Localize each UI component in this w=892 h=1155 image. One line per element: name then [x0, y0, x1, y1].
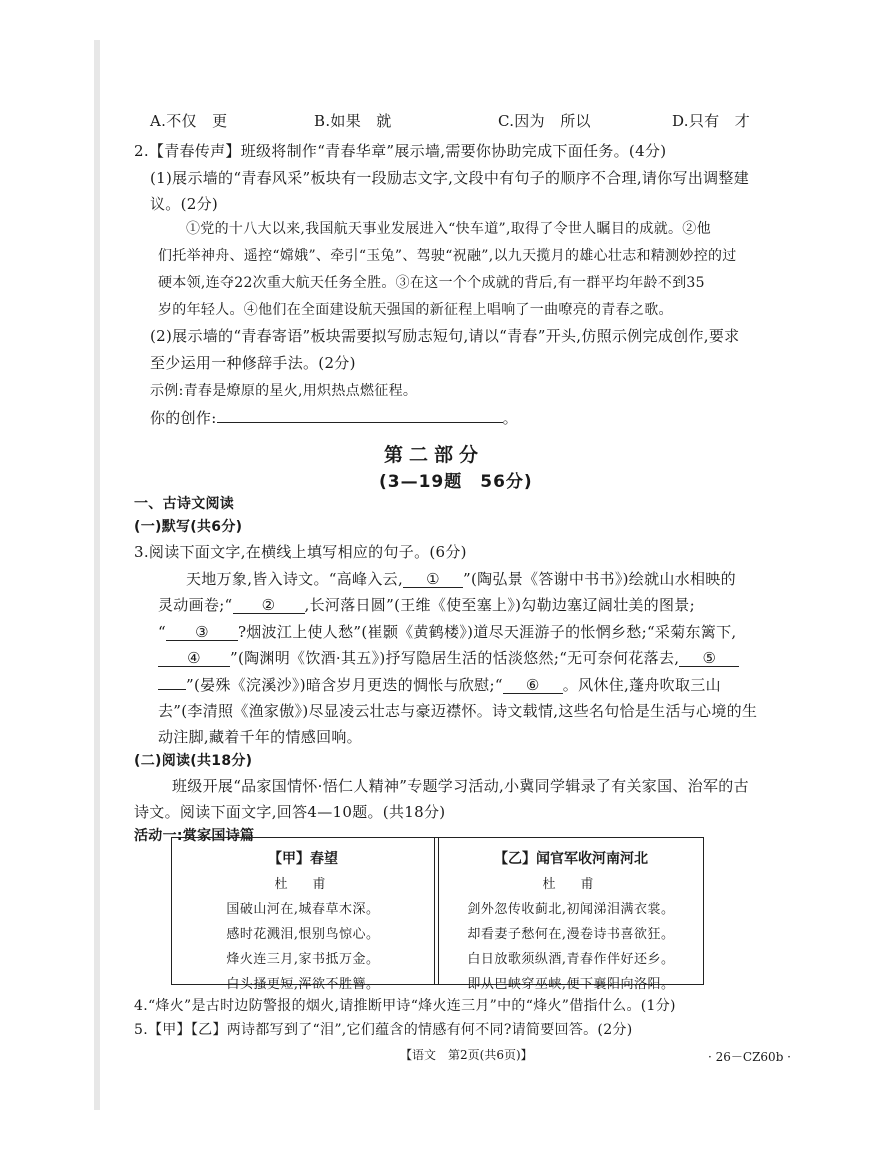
blank-1[interactable]: ①	[403, 571, 463, 588]
poem-b-line: 即从巴峡穿巫峡,便下襄阳向洛阳。	[467, 977, 675, 992]
q5-stem: 5.【甲】【乙】两诗都写到了“泪”,它们蕴含的情感有何不同?请简要回答。(2分)	[134, 1022, 633, 1038]
blank-5-cont[interactable]	[158, 689, 186, 690]
poem-b	[438, 838, 703, 992]
part-title: 第二部分	[384, 444, 485, 466]
subsection-dictation: (一)默写(共6分)	[134, 519, 243, 535]
q2-passage-line: ①党的十八大以来,我国航天事业发展进入“快车道”,取得了令世人瞩目的成就。②他	[186, 221, 711, 237]
part-subtitle: (3—19题 56分)	[379, 472, 533, 492]
q3-line-3: “ ③ ?烟波江上使人愁”(崔颢《黄鹤楼》)道尽天涯游子的怅惘乡愁;“采菊东篱下,	[158, 623, 737, 641]
q2-answer-label: 你的创作:	[150, 409, 217, 427]
q2-sub2-line2: 至少运用一种修辞手法。(2分)	[150, 354, 356, 372]
poem-a-title: 【甲】春望	[268, 851, 338, 867]
poem-a-line: 白头搔更短,浑欲不胜簪。	[226, 977, 380, 992]
q2-answer-end: 。	[502, 409, 518, 427]
option-d: D.只有 才	[672, 112, 751, 130]
blank-2[interactable]: ②	[233, 597, 305, 614]
poem-b-line: 白日放歌须纵酒,青春作伴好还乡。	[467, 952, 675, 967]
q4-stem: 4.“烽火”是古时边防警报的烟火,请推断甲诗“烽火连三月”中的“烽火”借指什么。(1分)	[134, 998, 676, 1014]
q2-sub1-line1: (1)展示墙的“青春风采”板块有一段励志文字,文段中有句子的顺序不合理,请你写出调整建	[150, 169, 750, 187]
q2-answer-blank[interactable]	[217, 406, 503, 423]
option-b: B.如果 就	[314, 112, 392, 130]
poem-b-title: 【乙】闻官军收河南河北	[494, 851, 648, 867]
poem-a-line: 烽火连三月,家书抵万金。	[226, 952, 380, 967]
poem-a-line: 感时花溅泪,恨别鸟惊心。	[226, 927, 380, 942]
option-c: C.因为 所以	[498, 112, 591, 130]
poem-a	[172, 838, 435, 992]
reading-intro-line2: 诗文。阅读下面文字,回答4—10题。(共18分)	[134, 803, 446, 821]
poem-table	[171, 837, 704, 992]
q2-sub1-line2: 议。(2分)	[150, 195, 219, 213]
q3-stem: 3.阅读下面文字,在横线上填写相应的句子。(6分)	[134, 543, 467, 561]
q2-sub2-line1: (2)展示墙的“青春寄语”板块需要拟写励志短句,请以“青春”开头,仿照示例完成创作,要求	[150, 327, 740, 345]
poem-a-author: 杜 甫	[274, 877, 332, 892]
q2-passage-line: 岁的年轻人。④他们在全面建设航天强国的新征程上唱响了一曲嘹亮的青春之歌。	[158, 302, 673, 318]
q3-line-7: 动注脚,藏着千年的情感回响。	[158, 728, 362, 746]
blank-3[interactable]: ③	[166, 624, 238, 641]
subsection-reading: (二)阅读(共18分)	[134, 753, 253, 769]
option-a: A.不仅 更	[150, 112, 228, 130]
q2-stem: 2.【青春传声】班级将制作“青春华章”展示墙,需要你协助完成下面任务。(4分)	[134, 142, 667, 160]
poem-a-line: 国破山河在,城春草木深。	[226, 902, 380, 917]
reading-intro-line1: 班级开展“品家国情怀·悟仁人精神”专题学习活动,小冀同学辑录了有关家国、治军的古	[172, 777, 749, 795]
q2-answer-row	[150, 406, 518, 428]
q3-line-5: ”(晏殊《浣溪沙》)暗含岁月更迭的惆怅与欣慰;“ ⑥ 。风休住,蓬舟吹取三山	[158, 674, 721, 695]
q3-line-4: ④ ”(陶渊明《饮酒·其五》)抒写隐居生活的恬淡悠然;“无可奈何花落去, ⑤	[158, 647, 739, 668]
blank-5[interactable]: ⑤	[679, 650, 739, 667]
q2-passage-line: 们托举神舟、遥控“嫦娥”、牵引“玉兔”、驾驶“祝融”,以九天揽月的雄心壮志和精测妙控的过	[158, 248, 737, 264]
page-footer-right: · 26－CZ60b ·	[708, 1050, 791, 1064]
q3-line-1: 天地万象,皆入诗文。“高峰入云, ① ”(陶弘景《答谢中书书》)绘就山水相映的	[186, 570, 736, 588]
blank-6[interactable]: ⑥	[503, 677, 563, 694]
q2-example: 示例:青春是燎原的星火,用炽热点燃征程。	[150, 383, 418, 399]
poem-b-line: 剑外忽传收蓟北,初闻涕泪满衣裳。	[467, 902, 675, 917]
page-footer-center: 【语文 第2页(共6页)】	[400, 1048, 533, 1062]
poem-b-author: 杜 甫	[542, 877, 600, 892]
q3-line-6: 去”(李清照《渔家傲》)尽显凌云壮志与豪迈襟怀。诗文载情,这些名句恰是生活与心境的生	[158, 702, 758, 720]
q3-line-2: 灵动画卷;“ ② ,长河落日圆”(王维《使至塞上》)勾勒边塞辽阔壮美的图景;	[158, 596, 695, 614]
q2-passage-line: 硬本领,连夺22次重大航天任务全胜。③在这一个个成就的背后,有一群平均年龄不到35	[158, 275, 705, 291]
activity-one-title: 活动一:赏家国诗篇	[134, 828, 255, 844]
blank-4[interactable]: ④	[158, 650, 230, 667]
poem-b-line: 却看妻子愁何在,漫卷诗书喜欲狂。	[467, 927, 675, 942]
section-heading: 一、古诗文阅读	[134, 496, 235, 512]
